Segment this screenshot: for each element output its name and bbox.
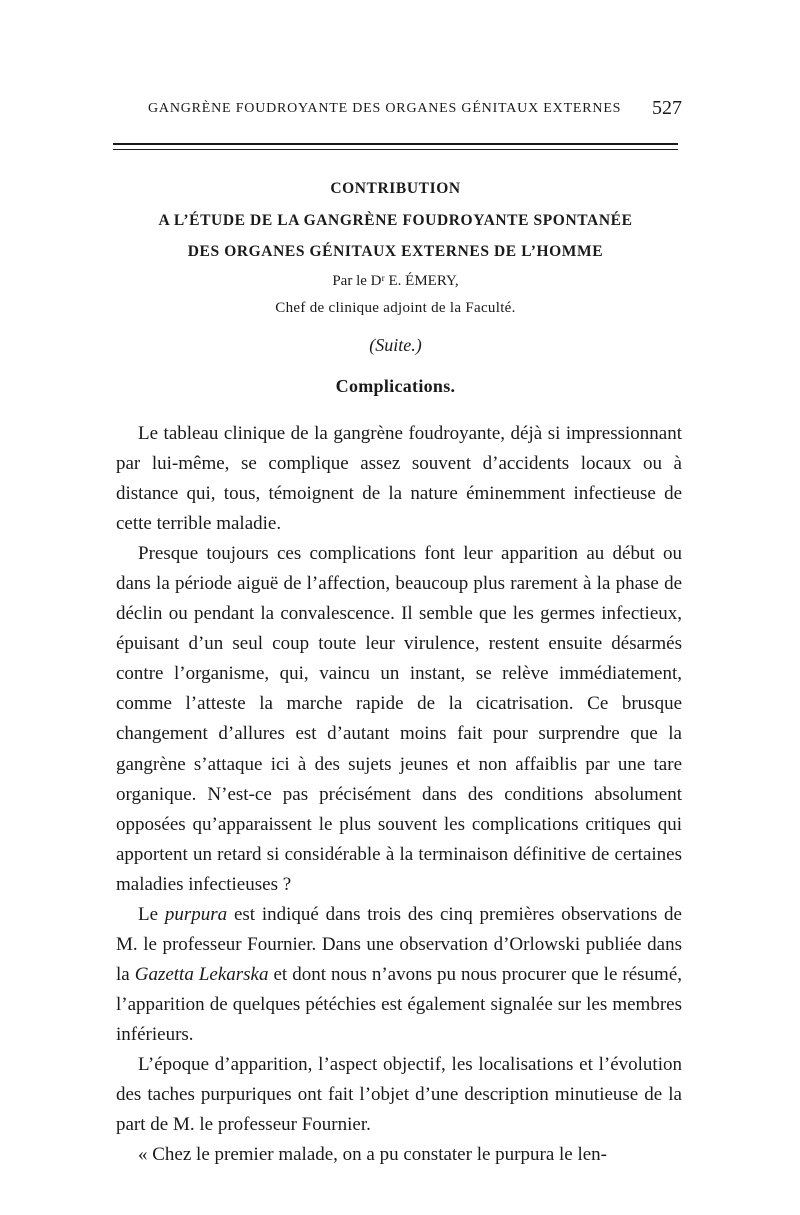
paragraph-intro: Le tableau clinique de la gangrène foudroyante, déjà si impressionnant par lui-même, se complique assez souvent d’accidents locaux ou à distance qui, tous, témoignent de la nature éminemment infectieuse de cette terrible maladie. <box>116 423 682 535</box>
article-title-line1: A L’ÉTUDE DE LA GANGRÈNE FOUDROYANTE SPONTANÉE <box>158 212 633 229</box>
continuation-text: (Suite.) <box>369 335 422 355</box>
continuation-note <box>113 335 678 356</box>
article-title-line2: DES ORGANES GÉNITAUX EXTERNES DE L’HOMME <box>187 243 604 260</box>
article-author: Par le Dʳ E. ÉMERY, <box>332 273 459 289</box>
page-number: 527 <box>652 97 682 119</box>
purpura-term: purpura <box>164 903 228 925</box>
purpura-text-2: est indiqué dans trois des cinq premières observations de M. le professeur Fournier. Dans une observation d’Orlowski publiée dans la <box>116 903 682 985</box>
running-title: GANGRÈNE FOUDROYANTE DES ORGANES GÉNITAUX EXTERNES <box>148 101 622 116</box>
paragraph-timing: Presque toujours ces complications font leur apparition au début ou dans la période aiguë de l’affection, beaucoup plus rarement à la phase de déclin ou pendant la convalescence. Il semble que les germes infectieux, épuisant d’un seul coup toute leur virulence, restent ensuite désarmés contre l’organisme, qui, vaincu un instant, se relève immédiatement, comme l’atteste la marche rapide de la cicatrisation. Ce brusque changement d’allures est d’autant moins fait pour surprendre que la gangrène s’attaque ici à des sujets jeunes et non affaiblis par une tare organique. N’est-ce pas précisément dans des conditions absolument opposées qu’apparaissent le plus souvent les complications critiques qui apportent un retard si considérable à la terminaison définitive de certaines maladies infectieuses ? <box>116 543 682 895</box>
author-affiliation: Chef de clinique adjoint de la Faculté. <box>275 300 516 316</box>
article-kicker: CONTRIBUTION <box>330 180 461 197</box>
purpura-text-1: Le <box>138 903 165 925</box>
paragraph-description: L’époque d’apparition, l’aspect objectif, les localisations et l’évolution des taches purpuriques ont fait l’objet d’une description minutieuse de la part de M. le professeur Fournier. <box>116 1053 682 1136</box>
purpura-text-3: et dont nous n’avons pu nous procurer que le résumé, l’apparition de quelques pétéchies est également signalée sur les membres inférieurs. <box>116 963 683 1045</box>
quote-line: « Chez le premier malade, on a pu constater le purpura le len- <box>138 1144 607 1166</box>
header-rule-thick <box>113 143 678 145</box>
section-title: Complications. <box>335 376 456 396</box>
header-rule-thin <box>113 149 678 150</box>
running-head <box>148 97 682 121</box>
body-text <box>116 419 682 1170</box>
paragraph-purpura <box>116 900 682 1050</box>
journal-name: Gazetta Lekarska <box>134 963 269 985</box>
